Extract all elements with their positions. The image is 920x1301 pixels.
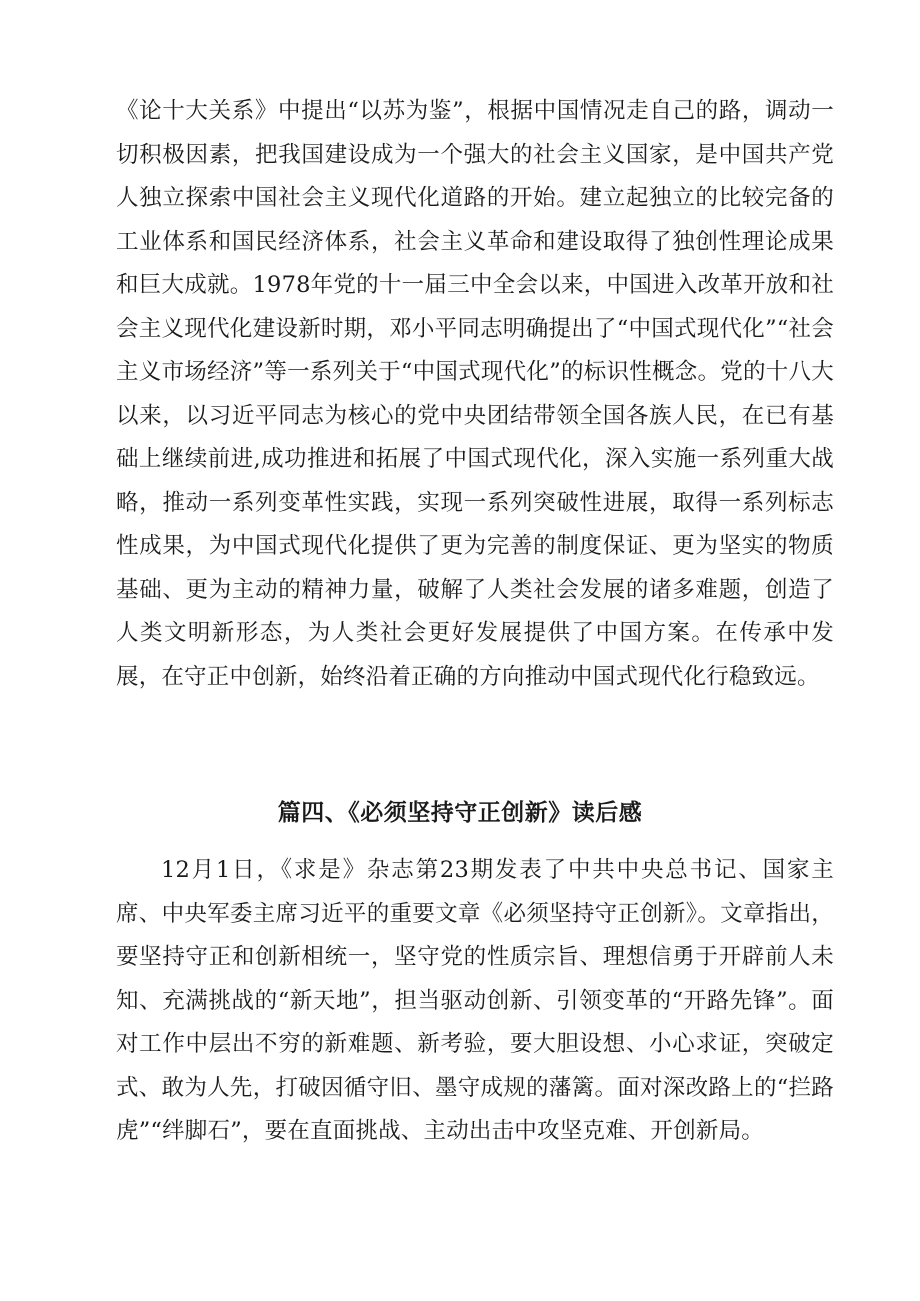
- body-paragraph-continued: 《论十大关系》中提出“以苏为鉴”，根据中国情况走自己的路，调动一切积极因素，把我国建设成为一个强大的社会主义国家，是中国共产党人独立探索中国社会主义现代化道路的开始。建立起独立的比较完备的工业体系和国民经济体系，社会主义革命和建设取得了独创性理论成果和巨大成就。1978年党的十一届三中全会以来，中国进入改革开放和社会主义现代化建设新时期，邓小平同志明确提出了“中国式现代化”“社会主义市场经济”等一系列关于“中国式现代化”的标识性概念。党的十八大以来，以习近平同志为核心的党中央团结带领全国各族人民，在已有基础上继续前进,成功推进和拓展了中国式现代化，深入实施一系列重大战略，推动一系列变革性实践，实现一系列突破性进展，取得一系列标志性成果，为中国式现代化提供了更为完善的制度保证、更为坚实的物质基础、更为主动的精神力量，破解了人类社会发展的诸多难题，创造了人类文明新形态，为人类社会更好发展提供了中国方案。在传承中发展，在守正中创新，始终沿着正确的方向推动中国式现代化行稳致远。: [116, 98, 834, 690]
- section-heading: 篇四、《必须坚持守正创新》读后感: [277, 800, 643, 826]
- body-paragraph: 12月1日，《求是》杂志第23期发表了中共中央总书记、国家主席、中央军委主席习近平的重要文章《必须坚持守正创新》。文章指出，要坚持守正和创新相统一，坚守党的性质宗旨、理想信勇于开辟前人未知、充满挑战的“新天地”，担当驱动创新、引领变革的“开路先锋”。面对工作中层出不穷的新难题、新考验，要大胆设想、小心求证，突破定式、敢为人先，打破因循守旧、墨守成规的藩篱。面对深改路上的“拦路虎”“绊脚石”，要在直面挑战、主动出击中攻坚克难、开创新局。: [116, 857, 834, 1144]
